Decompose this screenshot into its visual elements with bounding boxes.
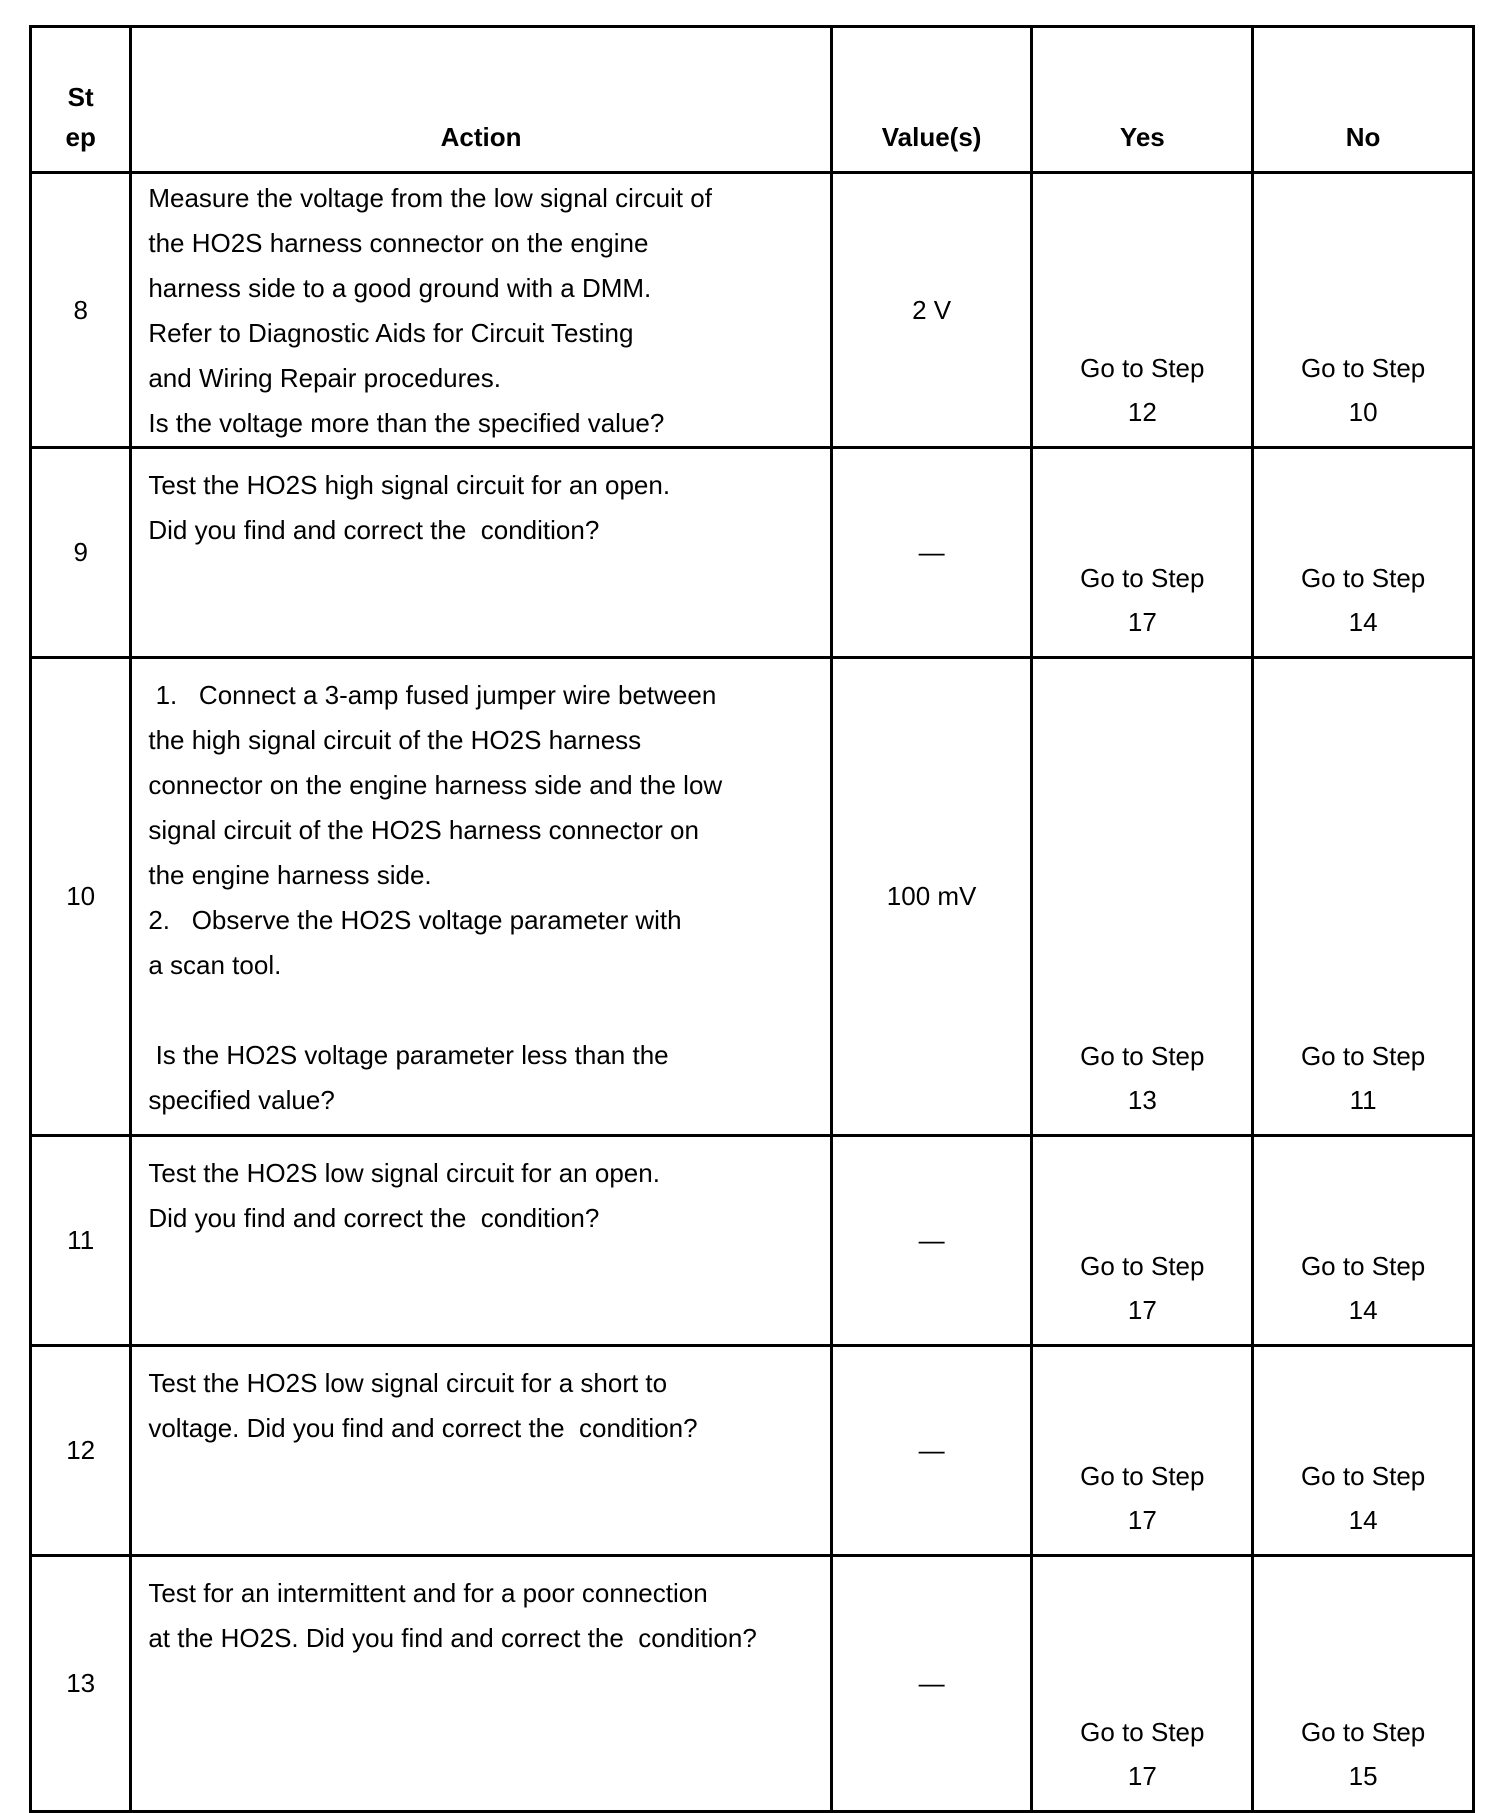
action-line: harness side to a good ground with a DMM. <box>148 273 652 303</box>
value-cell: — <box>831 1346 1032 1556</box>
action-line: connector on the engine harness side and the low <box>148 770 723 800</box>
yes-go-to-step: Go to Step 13 <box>1032 658 1253 1136</box>
value-cell: 2 V <box>831 173 1032 448</box>
action-line: the high signal circuit of the HO2S harness <box>148 725 642 755</box>
action-line: Did you find and correct the condition? <box>148 515 600 545</box>
action-line: the HO2S harness connector on the engine <box>148 228 649 258</box>
step-number: 13 <box>31 1556 131 1812</box>
yes-go-to-step: Go to Step 17 <box>1032 1136 1253 1346</box>
step-number: 11 <box>31 1136 131 1346</box>
action-line: 2. Observe the HO2S voltage parameter with <box>148 905 682 935</box>
action-line: signal circuit of the HO2S harness connector on <box>148 815 699 845</box>
no-go-to-step: Go to Step 14 <box>1253 448 1474 658</box>
action-text <box>131 448 831 658</box>
table-row <box>31 1136 1474 1346</box>
action-line: Is the voltage more than the specified value? <box>148 408 665 438</box>
action-text <box>131 658 831 1136</box>
action-text <box>131 1136 831 1346</box>
table-row <box>31 173 1474 448</box>
action-text <box>131 1556 831 1812</box>
action-line: specified value? <box>148 1085 335 1115</box>
action-line: Measure the voltage from the low signal circuit of <box>148 183 712 213</box>
action-line: and Wiring Repair procedures. <box>148 363 501 393</box>
value-cell: — <box>831 1136 1032 1346</box>
action-line: Test for an intermittent and for a poor connection <box>148 1578 708 1608</box>
action-line: at the HO2S. Did you find and correct the condition? <box>148 1623 757 1653</box>
no-go-to-step: Go to Step 10 <box>1253 173 1474 448</box>
value-cell: — <box>831 1556 1032 1812</box>
table-row <box>31 1346 1474 1556</box>
header-yes: Yes <box>1032 27 1253 173</box>
step-number: 12 <box>31 1346 131 1556</box>
action-line: 1. Connect a 3-amp fused jumper wire between <box>148 680 717 710</box>
header-no: No <box>1253 27 1474 173</box>
action-line: Test the HO2S high signal circuit for an open. <box>148 470 671 500</box>
action-line: Test the HO2S low signal circuit for a short to <box>148 1368 668 1398</box>
action-text <box>131 173 831 448</box>
action-line: the engine harness side. <box>148 860 432 890</box>
no-go-to-step: Go to Step 11 <box>1253 658 1474 1136</box>
step-number: 10 <box>31 658 131 1136</box>
diagnostic-table <box>29 25 1475 1813</box>
table-row <box>31 448 1474 658</box>
yes-go-to-step: Go to Step 17 <box>1032 448 1253 658</box>
value-cell: 100 mV <box>831 658 1032 1136</box>
header-step: St ep <box>31 27 131 173</box>
action-text <box>131 1346 831 1556</box>
action-line <box>148 988 819 1033</box>
step-number: 8 <box>31 173 131 448</box>
no-go-to-step: Go to Step 15 <box>1253 1556 1474 1812</box>
action-line: a scan tool. <box>148 950 282 980</box>
table-row <box>31 658 1474 1136</box>
yes-go-to-step: Go to Step 12 <box>1032 173 1253 448</box>
action-line: Refer to Diagnostic Aids for Circuit Testing <box>148 318 634 348</box>
action-line: Is the HO2S voltage parameter less than the <box>148 1040 669 1070</box>
no-go-to-step: Go to Step 14 <box>1253 1346 1474 1556</box>
no-go-to-step: Go to Step 14 <box>1253 1136 1474 1346</box>
table-row <box>31 1556 1474 1812</box>
action-line: voltage. Did you find and correct the condition? <box>148 1413 698 1443</box>
header-action: Action <box>131 27 831 173</box>
header-row <box>31 27 1474 173</box>
step-number: 9 <box>31 448 131 658</box>
action-line: Test the HO2S low signal circuit for an open. <box>148 1158 660 1188</box>
header-values: Value(s) <box>831 27 1032 173</box>
yes-go-to-step: Go to Step 17 <box>1032 1346 1253 1556</box>
yes-go-to-step: Go to Step 17 <box>1032 1556 1253 1812</box>
value-cell: — <box>831 448 1032 658</box>
action-line: Did you find and correct the condition? <box>148 1203 600 1233</box>
